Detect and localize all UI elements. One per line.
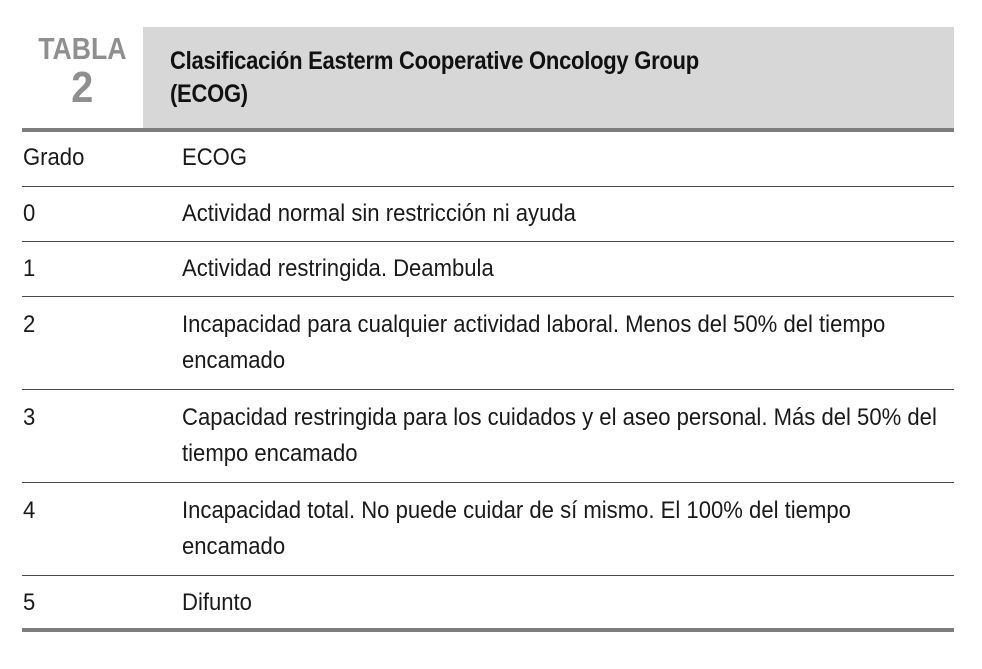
description-cell	[182, 389, 954, 482]
table-row	[22, 482, 954, 575]
column-header-grade-text: Grado	[23, 144, 85, 171]
description-text: Incapacidad para cualquier actividad laboral. Menos del 50% del tiempo encamado	[182, 310, 886, 374]
table-header	[22, 27, 954, 132]
column-header-ecog	[182, 132, 954, 186]
ecog-table	[22, 27, 954, 632]
column-header-row	[22, 132, 954, 186]
grade-cell	[22, 296, 182, 389]
grade-cell	[22, 575, 182, 630]
grade-cell	[22, 186, 182, 241]
grade-value: 0	[23, 199, 36, 227]
grade-value: 3	[23, 403, 36, 431]
table-title-line-2: (ECOG)	[170, 80, 248, 108]
table-row	[22, 389, 954, 482]
grade-cell	[22, 482, 182, 575]
table-row	[22, 241, 954, 296]
description-cell	[182, 575, 954, 630]
description-text: Actividad restringida. Deambula	[182, 254, 494, 282]
description-cell	[182, 186, 954, 241]
column-header-ecog-text: ECOG	[182, 144, 248, 171]
grade-value: 4	[23, 496, 36, 524]
description-text: Incapacidad total. No puede cuidar de sí mismo. El 100% del tiempo encamado	[182, 496, 851, 560]
ecog-grade-table	[22, 132, 954, 632]
table-row	[22, 575, 954, 630]
grade-cell	[22, 389, 182, 482]
table-title	[143, 27, 954, 128]
description-text: Actividad normal sin restricción ni ayuda	[182, 199, 576, 227]
description-text: Capacidad restringida para los cuidados y el aseo personal. Más del 50% del tiempo encamado	[182, 403, 937, 467]
description-cell	[182, 482, 954, 575]
grade-value: 2	[23, 310, 36, 338]
grade-value: 5	[23, 588, 36, 616]
description-text: Difunto	[182, 588, 252, 616]
table-label-number: 2	[71, 63, 94, 112]
table-row	[22, 296, 954, 389]
description-cell	[182, 241, 954, 296]
grade-value: 1	[23, 254, 36, 282]
table-label	[22, 27, 143, 128]
column-header-grade	[22, 132, 182, 186]
table-label-word: TABLA	[38, 31, 127, 66]
table-row	[22, 186, 954, 241]
table-title-line-1: Clasificación Easterm Cooperative Oncology Group	[170, 47, 699, 75]
description-cell	[182, 296, 954, 389]
grade-cell	[22, 241, 182, 296]
